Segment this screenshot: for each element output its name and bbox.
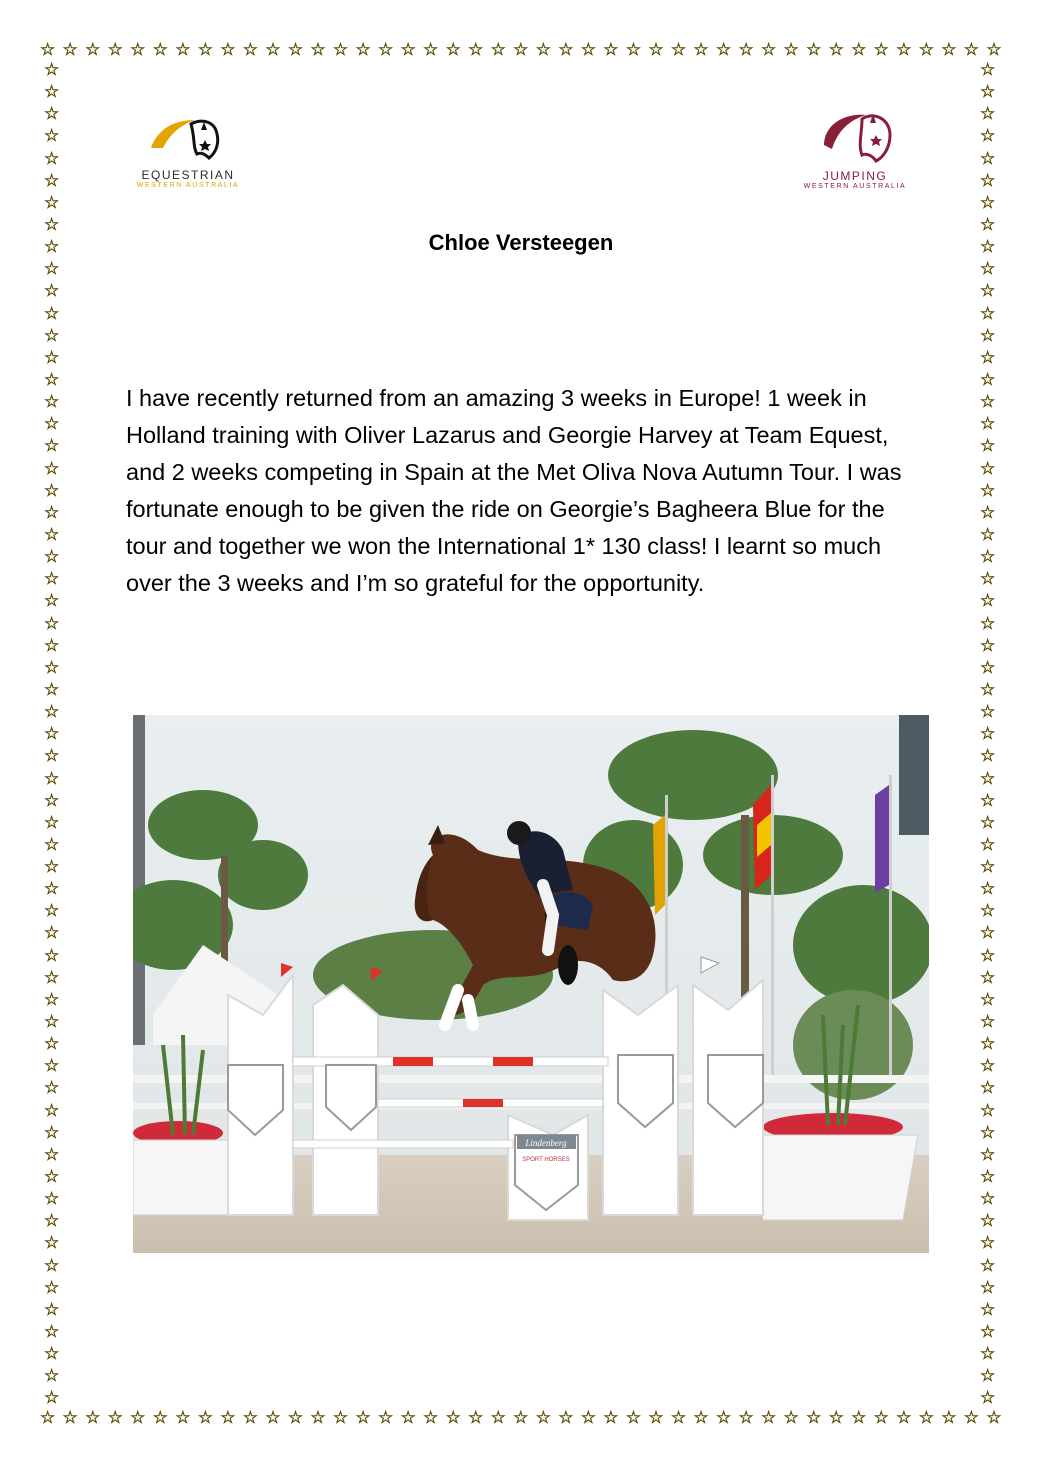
border-star-icon: ☆: [980, 1056, 996, 1077]
horse-head-maroon-icon: [810, 105, 900, 167]
border-star-icon: ☆: [806, 40, 822, 60]
border-star-icon: ☆: [44, 768, 60, 789]
border-star-icon: ☆: [980, 812, 996, 833]
shield-script: Lindenberg: [525, 1138, 567, 1148]
border-star-icon: ☆: [918, 1408, 934, 1428]
border-star-icon: ☆: [980, 369, 996, 390]
border-star-icon: ☆: [44, 369, 60, 390]
border-star-icon: ☆: [513, 1408, 529, 1428]
border-star-icon: ☆: [44, 104, 60, 125]
border-star-icon: ☆: [783, 40, 799, 60]
border-star-icon: ☆: [980, 436, 996, 457]
border-star-icon: ☆: [980, 237, 996, 258]
border-star-icon: ☆: [44, 834, 60, 855]
border-star-icon: ☆: [980, 1233, 996, 1254]
border-star-icon: ☆: [44, 480, 60, 501]
border-star-icon: ☆: [980, 60, 996, 80]
border-star-icon: ☆: [355, 1408, 371, 1428]
border-star-icon: ☆: [62, 40, 78, 60]
border-star-icon: ☆: [445, 1408, 461, 1428]
border-star-icon: ☆: [44, 1255, 60, 1276]
border-star-icon: ☆: [44, 1322, 60, 1343]
border-star-icon: ☆: [670, 1408, 687, 1428]
border-star-icon: ☆: [873, 40, 889, 60]
border-star-icon: ☆: [873, 1408, 889, 1428]
border-star-icon: ☆: [580, 40, 596, 60]
border-star-icon: ☆: [44, 126, 60, 147]
border-star-icon: ☆: [963, 40, 980, 60]
border-star-icon: ☆: [535, 1408, 551, 1428]
border-star-icon: ☆: [963, 1408, 980, 1428]
border-star-icon: ☆: [423, 40, 439, 60]
border-star-icon: ☆: [980, 1144, 996, 1165]
border-star-icon: ☆: [980, 104, 996, 125]
border-star-icon: ☆: [44, 1233, 60, 1254]
border-star-icon: ☆: [980, 834, 996, 855]
border-star-icon: ☆: [986, 1408, 1002, 1428]
border-star-icon: ☆: [851, 1408, 867, 1428]
border-star-icon: ☆: [44, 214, 60, 235]
border-star-icon: ☆: [44, 989, 60, 1010]
border-star-icon: ☆: [980, 502, 996, 523]
border-star-icon: ☆: [44, 613, 60, 634]
border-star-icon: ☆: [377, 40, 394, 60]
border-star-icon: ☆: [44, 945, 60, 966]
border-star-icon: ☆: [980, 281, 996, 302]
border-star-icon: ☆: [40, 40, 56, 60]
border-star-icon: ☆: [44, 1366, 60, 1387]
border-star-icon: ☆: [130, 40, 146, 60]
border-star-icon: ☆: [44, 192, 60, 213]
border-star-icon: ☆: [423, 1408, 439, 1428]
border-star-icon: ☆: [851, 40, 867, 60]
border-star-icon: ☆: [44, 1211, 60, 1232]
border-star-icon: ☆: [44, 702, 60, 723]
border-star-icon: ☆: [152, 1408, 168, 1428]
border-star-icon: ☆: [44, 82, 60, 103]
border-star-icon: ☆: [625, 1408, 642, 1428]
border-star-icon: ☆: [980, 1012, 996, 1033]
border-star-icon: ☆: [980, 657, 996, 678]
border-star-icon: ☆: [44, 790, 60, 811]
border-star-icon: ☆: [980, 392, 996, 413]
border-star-icon: ☆: [980, 768, 996, 789]
border-star-icon: ☆: [44, 746, 60, 767]
border-star-icon: ☆: [738, 1408, 754, 1428]
border-star-icon: ☆: [986, 40, 1002, 60]
border-star-icon: ☆: [40, 1408, 56, 1428]
border-star-icon: ☆: [980, 613, 996, 634]
border-star-icon: ☆: [44, 591, 60, 612]
border-star-icon: ☆: [980, 1211, 996, 1232]
border-star-icon: ☆: [468, 1408, 484, 1428]
border-star-icon: ☆: [980, 901, 996, 922]
border-star-icon: ☆: [648, 1408, 664, 1428]
border-star-icon: ☆: [980, 1034, 996, 1055]
jumping-wa-logo: [790, 105, 920, 190]
border-star-icon: ☆: [44, 657, 60, 678]
border-star-icon: ☆: [377, 1408, 394, 1428]
border-star-icon: ☆: [648, 40, 664, 60]
border-star-icon: ☆: [44, 237, 60, 258]
border-star-icon: ☆: [980, 480, 996, 501]
border-star-icon: ☆: [738, 40, 754, 60]
border-star-icon: ☆: [693, 40, 709, 60]
border-star-icon: ☆: [980, 148, 996, 169]
border-star-icon: ☆: [44, 1122, 60, 1143]
border-star-icon: ☆: [980, 790, 996, 811]
border-star-icon: ☆: [980, 591, 996, 612]
border-star-icon: ☆: [980, 547, 996, 568]
border-star-icon: ☆: [980, 458, 996, 479]
border-star-icon: ☆: [715, 40, 732, 60]
border-star-icon: ☆: [44, 901, 60, 922]
border-star-icon: ☆: [980, 1366, 996, 1387]
page-title: Chloe Versteegen: [428, 230, 614, 255]
border-star-icon: ☆: [980, 1277, 996, 1298]
star-border-left: [44, 62, 62, 1408]
border-star-icon: ☆: [310, 1408, 326, 1428]
border-star-icon: ☆: [980, 967, 996, 988]
border-star-icon: ☆: [625, 40, 642, 60]
border-star-icon: ☆: [265, 40, 281, 60]
border-star-icon: ☆: [670, 40, 687, 60]
building-edge: [899, 715, 929, 835]
border-star-icon: ☆: [175, 40, 191, 60]
border-star-icon: ☆: [941, 1408, 957, 1428]
border-star-icon: ☆: [287, 40, 304, 60]
border-star-icon: ☆: [980, 325, 996, 346]
border-star-icon: ☆: [44, 303, 60, 324]
border-star-icon: ☆: [980, 635, 996, 656]
border-star-icon: ☆: [980, 259, 996, 280]
border-star-icon: ☆: [980, 347, 996, 368]
border-star-icon: ☆: [468, 40, 484, 60]
border-star-icon: ☆: [980, 170, 996, 191]
border-star-icon: ☆: [44, 436, 60, 457]
border-star-icon: ☆: [44, 1189, 60, 1210]
border-star-icon: ☆: [980, 702, 996, 723]
border-star-icon: ☆: [44, 635, 60, 656]
border-star-icon: ☆: [44, 281, 60, 302]
border-star-icon: ☆: [332, 40, 349, 60]
border-star-icon: ☆: [310, 40, 326, 60]
border-star-icon: ☆: [44, 458, 60, 479]
border-star-icon: ☆: [580, 1408, 596, 1428]
horse-head-gold-icon: [143, 108, 233, 166]
border-star-icon: ☆: [44, 1012, 60, 1033]
border-star-icon: ☆: [941, 40, 957, 60]
border-star-icon: ☆: [980, 214, 996, 235]
border-star-icon: ☆: [980, 879, 996, 900]
border-star-icon: ☆: [220, 1408, 236, 1428]
border-star-icon: ☆: [44, 170, 60, 191]
border-star-icon: ☆: [44, 1277, 60, 1298]
border-star-icon: ☆: [603, 1408, 619, 1428]
border-star-icon: ☆: [980, 1167, 996, 1188]
equestrian-wa-logo: [128, 108, 248, 189]
border-star-icon: ☆: [980, 1344, 996, 1365]
border-star-icon: ☆: [980, 724, 996, 745]
border-star-icon: ☆: [44, 967, 60, 988]
border-star-icon: ☆: [332, 1408, 349, 1428]
border-star-icon: ☆: [130, 1408, 146, 1428]
border-star-icon: ☆: [242, 1408, 259, 1428]
border-star-icon: ☆: [107, 40, 123, 60]
border-star-icon: ☆: [400, 1408, 416, 1428]
border-star-icon: ☆: [980, 126, 996, 147]
border-star-icon: ☆: [44, 812, 60, 833]
border-star-icon: ☆: [355, 40, 371, 60]
border-star-icon: ☆: [980, 923, 996, 944]
border-star-icon: ☆: [85, 40, 101, 60]
star-border-top: [40, 42, 1002, 59]
border-star-icon: ☆: [44, 1344, 60, 1365]
border-star-icon: ☆: [44, 1078, 60, 1099]
border-star-icon: ☆: [44, 679, 60, 700]
border-star-icon: ☆: [85, 1408, 101, 1428]
border-star-icon: ☆: [44, 1299, 60, 1320]
border-star-icon: ☆: [896, 40, 912, 60]
border-star-icon: ☆: [980, 679, 996, 700]
border-star-icon: ☆: [265, 1408, 281, 1428]
border-star-icon: ☆: [828, 40, 844, 60]
border-star-icon: ☆: [783, 1408, 799, 1428]
border-star-icon: ☆: [44, 325, 60, 346]
border-star-icon: ☆: [44, 1034, 60, 1055]
border-star-icon: ☆: [693, 1408, 709, 1428]
border-star-icon: ☆: [980, 989, 996, 1010]
border-star-icon: ☆: [490, 1408, 506, 1428]
border-star-icon: ☆: [513, 40, 529, 60]
border-star-icon: ☆: [44, 923, 60, 944]
border-star-icon: ☆: [44, 724, 60, 745]
logo-right-line1: JUMPING: [822, 169, 888, 183]
logo-left-line2: WESTERN AUSTRALIA: [136, 182, 240, 189]
border-star-icon: ☆: [980, 82, 996, 103]
border-star-icon: ☆: [490, 40, 506, 60]
border-star-icon: ☆: [44, 1056, 60, 1077]
border-star-icon: ☆: [400, 40, 416, 60]
border-star-icon: ☆: [980, 303, 996, 324]
logo-left-line1: EQUESTRIAN: [141, 168, 235, 182]
border-star-icon: ☆: [175, 1408, 191, 1428]
border-star-icon: ☆: [44, 259, 60, 280]
border-star-icon: ☆: [980, 857, 996, 878]
star-border-bottom: [40, 1410, 1002, 1427]
border-star-icon: ☆: [980, 192, 996, 213]
left-post: [133, 715, 145, 1045]
border-star-icon: ☆: [828, 1408, 844, 1428]
border-star-icon: ☆: [44, 1167, 60, 1188]
border-star-icon: ☆: [44, 1100, 60, 1121]
border-star-icon: ☆: [44, 857, 60, 878]
border-star-icon: ☆: [44, 879, 60, 900]
border-star-icon: ☆: [980, 1299, 996, 1320]
border-star-icon: ☆: [44, 524, 60, 545]
border-star-icon: ☆: [918, 40, 934, 60]
border-star-icon: ☆: [44, 502, 60, 523]
border-star-icon: ☆: [44, 347, 60, 368]
border-star-icon: ☆: [287, 1408, 304, 1428]
star-border-right: [980, 62, 998, 1408]
border-star-icon: ☆: [152, 40, 168, 60]
border-star-icon: ☆: [44, 1388, 60, 1409]
body-paragraph: I have recently returned from an amazing 3 weeks in Europe! 1 week in Holland training with Oliver Lazarus and Georgie Harvey at Team Equest, and 2 weeks competing in Spain at the Met Oliva Nova Autumn Tour. I was fortunate enough to be given the ride on Georgie’s Bagheera Blue for the tour and together we won the International 1* 130 class! I learnt so much over the 3 weeks and I’m so grateful for the opportunity.: [126, 385, 902, 596]
border-star-icon: ☆: [980, 746, 996, 767]
logo-right-line2: WESTERN AUSTRALIA: [803, 183, 907, 190]
border-star-icon: ☆: [44, 60, 60, 80]
shield-label: SPORT HORSES: [522, 1157, 570, 1163]
border-star-icon: ☆: [761, 1408, 777, 1428]
border-star-icon: ☆: [445, 40, 461, 60]
border-star-icon: ☆: [44, 547, 60, 568]
border-star-icon: ☆: [980, 1078, 996, 1099]
border-star-icon: ☆: [980, 1122, 996, 1143]
border-star-icon: ☆: [715, 1408, 732, 1428]
border-star-icon: ☆: [806, 1408, 822, 1428]
border-star-icon: ☆: [242, 40, 259, 60]
border-star-icon: ☆: [980, 569, 996, 590]
border-star-icon: ☆: [558, 1408, 574, 1428]
border-star-icon: ☆: [44, 148, 60, 169]
border-star-icon: ☆: [980, 1255, 996, 1276]
border-star-icon: ☆: [980, 1322, 996, 1343]
border-star-icon: ☆: [980, 414, 996, 435]
border-star-icon: ☆: [980, 1388, 996, 1409]
border-star-icon: ☆: [44, 392, 60, 413]
border-star-icon: ☆: [980, 945, 996, 966]
border-star-icon: ☆: [197, 1408, 213, 1428]
border-star-icon: ☆: [980, 1189, 996, 1210]
border-star-icon: ☆: [980, 524, 996, 545]
border-star-icon: ☆: [44, 569, 60, 590]
border-star-icon: ☆: [220, 40, 236, 60]
show-jumping-photo: [133, 715, 929, 1253]
border-star-icon: ☆: [44, 1144, 60, 1165]
border-star-icon: ☆: [535, 40, 551, 60]
border-star-icon: ☆: [603, 40, 619, 60]
border-star-icon: ☆: [197, 40, 213, 60]
border-star-icon: ☆: [107, 1408, 123, 1428]
border-star-icon: ☆: [896, 1408, 912, 1428]
border-star-icon: ☆: [558, 40, 574, 60]
border-star-icon: ☆: [761, 40, 777, 60]
border-star-icon: ☆: [980, 1100, 996, 1121]
border-star-icon: ☆: [62, 1408, 78, 1428]
border-star-icon: ☆: [44, 414, 60, 435]
